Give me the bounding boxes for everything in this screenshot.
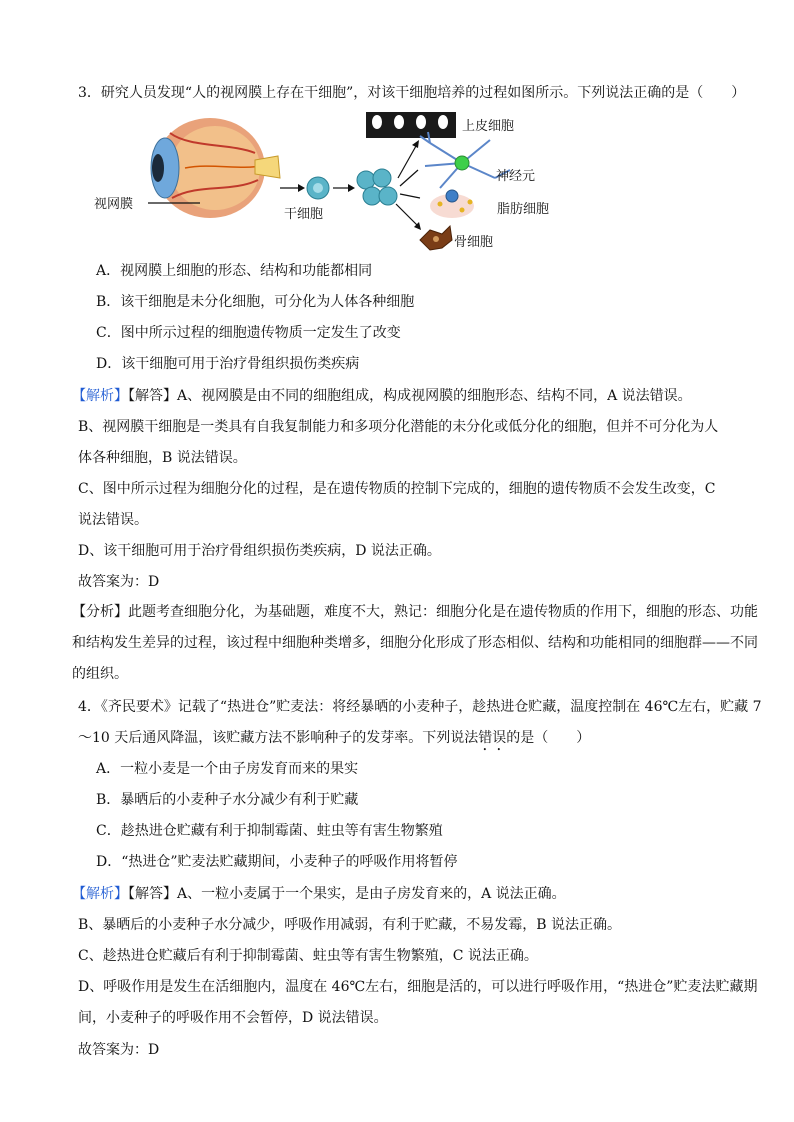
epithelial-cells-icon <box>366 112 456 138</box>
stem-cell-icon <box>307 177 329 199</box>
q3-analysis-line-2: B、视网膜干细胞是一类具有自我复制能力和多项分化潜能的未分化或低分化的细胞，但并不可分化为人 <box>78 419 719 435</box>
bone-label: 骨细胞 <box>454 235 494 250</box>
fat-cells-icon <box>430 190 474 218</box>
q4-analysis-line-2: B、暴晒后的小麦种子水分减少，呼吸作用减弱，有利于贮藏，不易发霉，B 说法正确。 <box>78 917 622 933</box>
q3-analysis-line-6: D、该干细胞可用于治疗骨组织损伤类疾病，D 说法正确。 <box>78 543 441 559</box>
fat-label: 脂肪细胞 <box>497 202 550 217</box>
q3-option-d: D．该干细胞可用于治疗骨组织损伤类疾病 <box>96 356 360 372</box>
q3-answer: 故答案为：D <box>78 574 160 590</box>
q3-analysis-line-1: 【解析】【解答】A、视网膜是由不同的细胞组成，构成视网膜的细胞形态、结构不同，A 说法错误。 <box>72 388 692 404</box>
q3-analysis-line-4: C、图中所示过程为细胞分化的过程，是在遗传物质的控制下完成的，细胞的遗传物质不会发生改变，C <box>78 481 716 497</box>
q3-analysis-line-5: 说法错误。 <box>78 512 148 528</box>
bone-cell-icon <box>420 226 452 250</box>
stem-cell-figure <box>90 108 570 258</box>
q3-option-a: A．视网膜上细胞的形态、结构和功能都相同 <box>96 263 373 279</box>
q4-stem: 4．《齐民要术》记载了“热进仓”贮麦法：将经暴晒的小麦种子，趁热进仓贮藏，温度控制在 46℃左右，贮藏 7～10 天后通风降温，该贮藏方法不影响种子的发芽率。下列说法错误的是（ ） <box>78 699 762 746</box>
q4-analysis-line-4: D、呼吸作用是发生在活细胞内，温度在 46℃左右，细胞是活的，可以进行呼吸作用，“热进仓”贮麦法贮藏期间，小麦种子的呼吸作用不会暂停，D 说法错误。 <box>78 979 758 1026</box>
q3-stem: 3．研究人员发现“人的视网膜上存在干细胞”，对该干细胞培养的过程如图所示。下列说法正确的是（ ） <box>78 85 746 101</box>
q3-fenxi: 【分析】此题考查细胞分化，为基础题，难度不大，熟记：细胞分化是在遗传物质的作用下，细胞的形态、功能和结构发生差异的过程，该过程中细胞种类增多，细胞分化形成了形态相似、结构和功能相同的细胞群——不同的组织。 <box>72 604 758 682</box>
q4-analysis-line-3: C、趁热进仓贮藏后有利于抑制霉菌、蛀虫等有害生物繁殖，C 说法正确。 <box>78 948 538 964</box>
cell-cluster-icon <box>357 169 397 205</box>
stem-cell-label: 干细胞 <box>284 207 324 222</box>
neuron-label: 神经元 <box>496 169 536 184</box>
q3-option-b: B．该干细胞是未分化细胞，可分化为人体各种细胞 <box>96 294 415 310</box>
q4-option-a: A．一粒小麦是一个由子房发育而来的果实 <box>96 761 359 777</box>
q4-analysis-tag: 【解析】 <box>72 886 128 902</box>
q4-stem-emphasis: 错误 <box>478 730 507 746</box>
retina-label: 视网膜 <box>94 197 134 212</box>
q3-analysis-line-3: 体各种细胞，B 说法错误。 <box>78 450 247 466</box>
epithelial-label: 上皮细胞 <box>462 119 515 134</box>
q3-analysis-tag: 【解析】 <box>72 388 128 404</box>
q4-analysis-line-1: 【解析】【解答】A、一粒小麦属于一个果实，是由子房发育来的，A 说法正确。 <box>72 886 566 902</box>
q4-option-c: C．趁热进仓贮藏有利于抑制霉菌、蛀虫等有害生物繁殖 <box>96 823 443 839</box>
q4-option-b: B．暴晒后的小麦种子水分减少有利于贮藏 <box>96 792 359 808</box>
q3-option-c: C．图中所示过程的细胞遗传物质一定发生了改变 <box>96 325 401 341</box>
q4-option-d: D．“热进仓”贮麦法贮藏期间，小麦种子的呼吸作用将暂停 <box>96 854 458 870</box>
q4-answer: 故答案为：D <box>78 1042 160 1058</box>
